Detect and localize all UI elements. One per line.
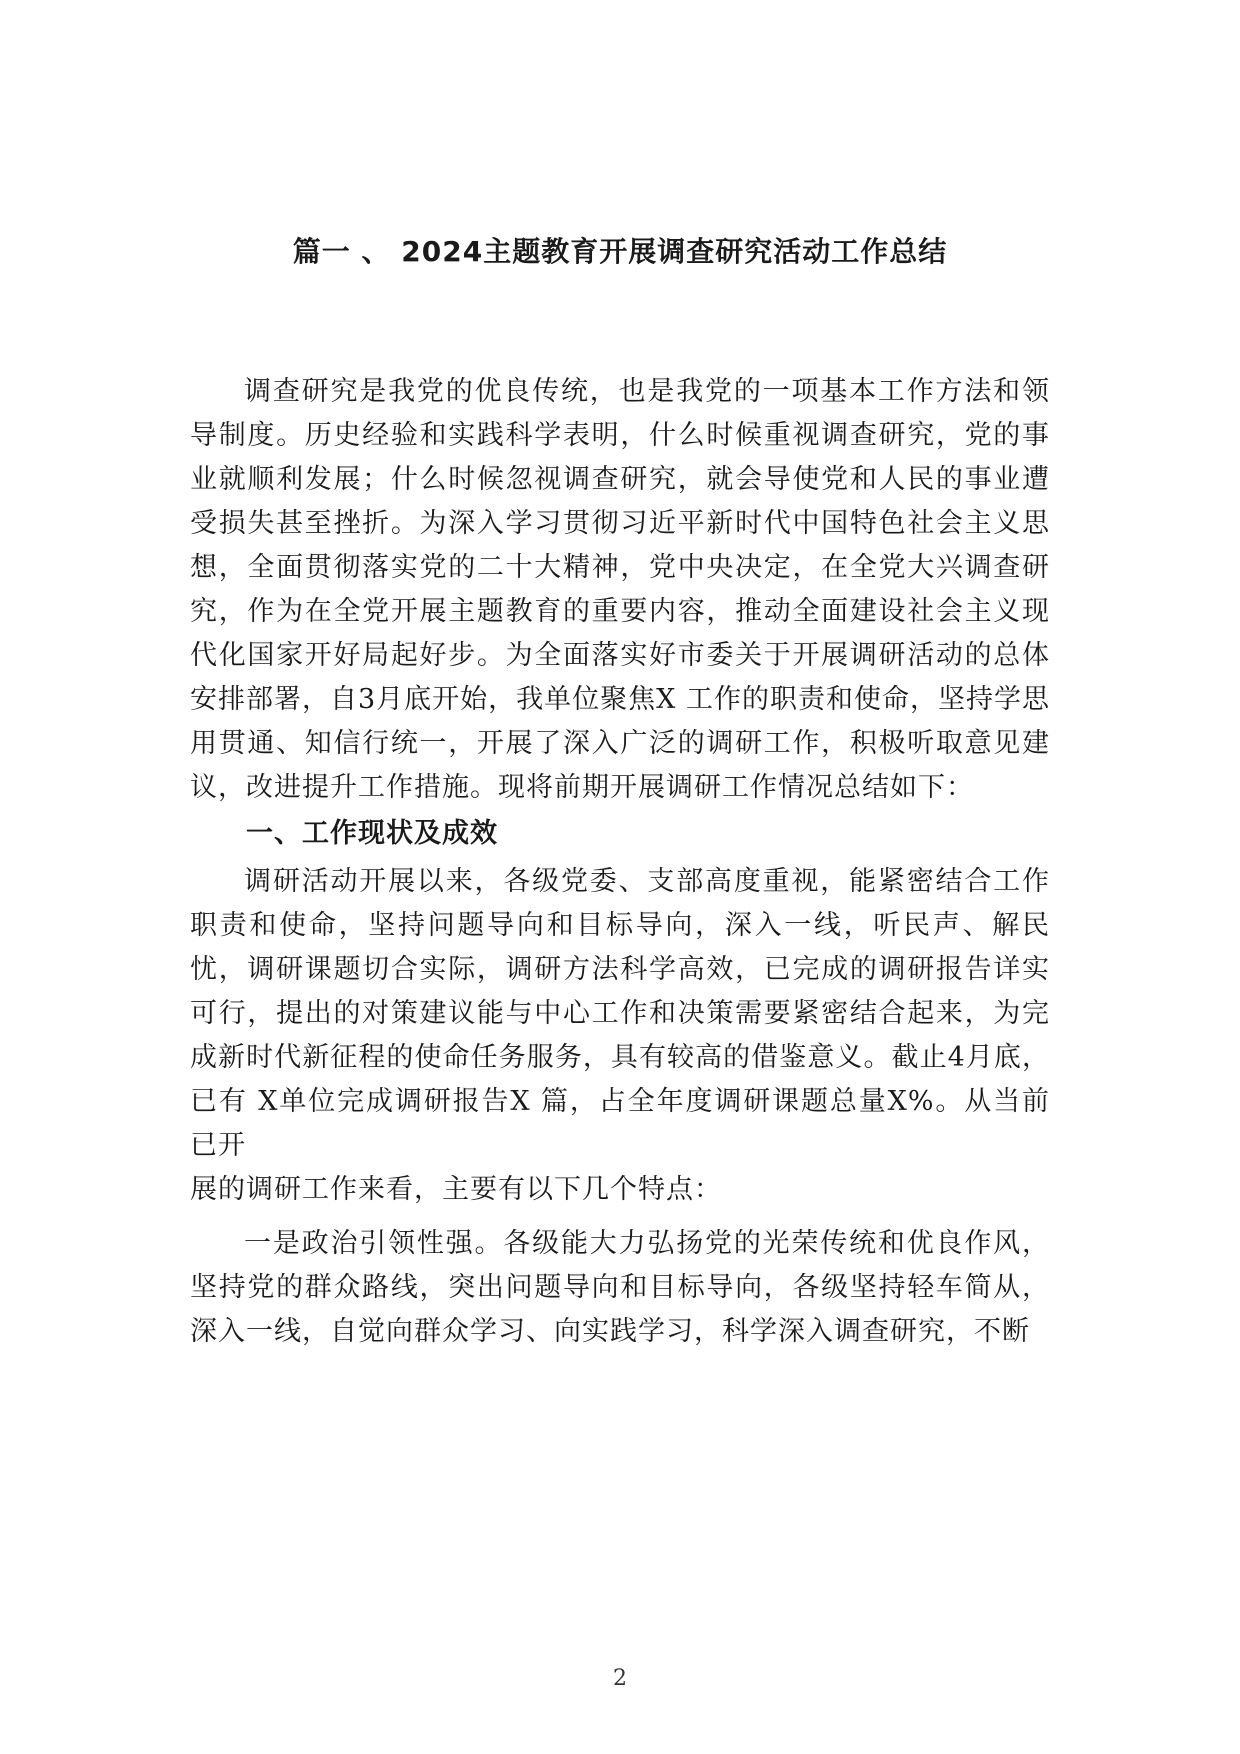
section-paragraph-continuation: 展的调研工作来看，主要有以下几个特点： [190, 1174, 722, 1205]
page-number: 2 [613, 1666, 627, 1691]
document-title: 篇一 、 2024主题教育开展调查研究活动工作总结 [292, 235, 948, 268]
section-heading: 一、工作现状及成效 [246, 818, 498, 849]
point-one-paragraph: 一是政治引领性强。各级能大力弘扬党的光荣传统和优良作风，坚持党的群众路线，突出问题导向和目标导向，各级坚持轻车简从，深入一线，自觉向群众学习、向实践学习，科学深入调查研究，不断 [190, 1228, 1050, 1347]
intro-paragraph: 调查研究是我党的优良传统，也是我党的一项基本工作方法和领导制度。历史经验和实践科学表明，什么时候重视调查研究，党的事业就顺利发展；什么时候忽视调查研究，就会导使党和人民的事业遭受损失甚至挫折。为深入学习贯彻习近平新时代中国特色社会主义思想，全面贯彻落实党的二十大精神，党中央决定，在全党大兴调查研究，作为在全党开展主题教育的重要内容，推动全面建设社会主义现代化国家开好局起好步。为全面落实好市委关于开展调研活动的总体安排部署，自3月底开始，我单位聚焦X 工作的职责和使命，坚持学思用贯通、知信行统一，开展了深入广泛的调研工作，积极听取意见建议，改进提升工作措施。现将前期开展调研工作情况总结如下： [190, 376, 1050, 803]
document-body [190, 370, 1050, 1354]
section-paragraph: 调研活动开展以来，各级党委、支部高度重视，能紧密结合工作职责和使命，坚持问题导向和目标导向，深入一线，听民声、解民忧，调研课题切合实际，调研方法科学高效，已完成的调研报告详实可行，提出的对策建议能与中心工作和决策需要紧密结合起来，为完成新时代新征程的使命任务服务，具有较高的借鉴意义。截止4月底，已有 X单位完成调研报告X 篇，占全年度调研课题总量X%。从当前已开 [190, 866, 1050, 1161]
